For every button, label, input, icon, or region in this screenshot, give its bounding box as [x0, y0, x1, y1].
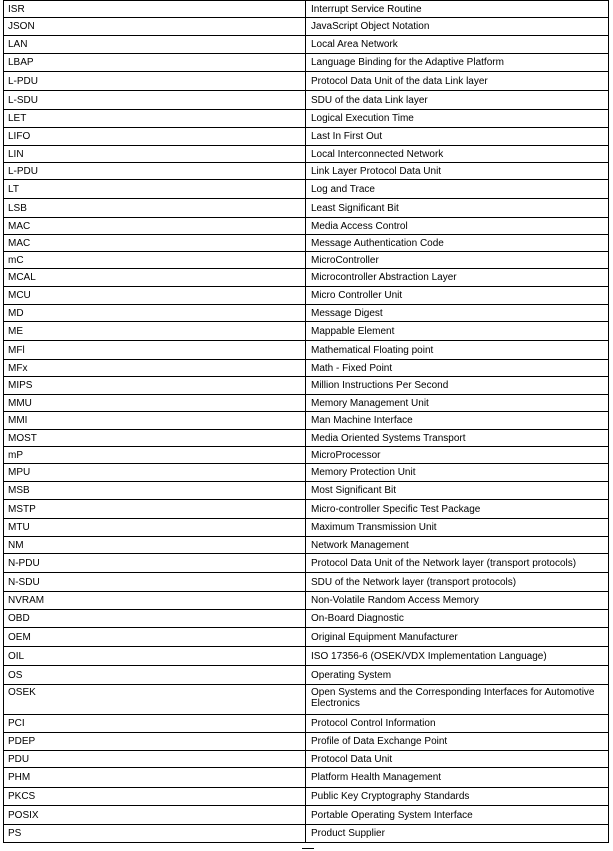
table-row — [4, 482, 609, 500]
abbreviation-cell: OS — [4, 666, 306, 685]
abbreviation-cell: mC — [4, 252, 306, 269]
abbreviation-cell: NVRAM — [4, 592, 306, 610]
table-row — [4, 163, 609, 180]
abbreviation-cell: L-PDU — [4, 163, 306, 180]
meaning-cell: Message Authentication Code — [306, 235, 609, 252]
table-row — [4, 447, 609, 464]
meaning-cell: MicroProcessor — [306, 447, 609, 464]
abbreviation-cell: MIPS — [4, 377, 306, 395]
abbreviation-cell: MPU — [4, 464, 306, 482]
meaning-cell: SDU of the Network layer (transport protocols) — [306, 573, 609, 592]
abbreviation-cell: N-SDU — [4, 573, 306, 592]
meaning-cell: Original Equipment Manufacturer — [306, 628, 609, 647]
abbreviation-cell: NM — [4, 537, 306, 554]
meaning-cell: Non-Volatile Random Access Memory — [306, 592, 609, 610]
abbreviation-cell: MMU — [4, 395, 306, 412]
abbreviation-cell: OEM — [4, 628, 306, 647]
abbreviation-cell: LT — [4, 180, 306, 199]
meaning-cell: Most Significant Bit — [306, 482, 609, 500]
meaning-cell: Protocol Data Unit of the Network layer (transport protocols) — [306, 554, 609, 573]
table-row — [4, 573, 609, 592]
table-row — [4, 235, 609, 252]
table-row — [4, 537, 609, 554]
meaning-cell: Protocol Control Information — [306, 715, 609, 733]
meaning-cell: Million Instructions Per Second — [306, 377, 609, 395]
abbreviation-cell: MMI — [4, 412, 306, 430]
meaning-cell: Link Layer Protocol Data Unit — [306, 163, 609, 180]
table-row — [4, 199, 609, 218]
table-row — [4, 252, 609, 269]
abbreviation-cell: OIL — [4, 647, 306, 666]
abbreviation-cell: LIFO — [4, 128, 306, 146]
table-row — [4, 395, 609, 412]
meaning-cell: Portable Operating System Interface — [306, 806, 609, 825]
abbreviation-cell: LAN — [4, 36, 306, 54]
meaning-cell: Interrupt Service Routine — [306, 1, 609, 18]
abbreviation-cell: MD — [4, 305, 306, 322]
meaning-cell: Last In First Out — [306, 128, 609, 146]
abbreviation-cell: MCU — [4, 287, 306, 305]
meaning-cell: Local Area Network — [306, 36, 609, 54]
meaning-cell: Micro-controller Specific Test Package — [306, 500, 609, 519]
meaning-cell: Mappable Element — [306, 322, 609, 341]
table-row — [4, 666, 609, 685]
table-row — [4, 464, 609, 482]
abbreviation-cell: POSIX — [4, 806, 306, 825]
meaning-cell: Least Significant Bit — [306, 199, 609, 218]
meaning-cell: Language Binding for the Adaptive Platform — [306, 54, 609, 72]
table-row — [4, 554, 609, 573]
abbreviation-cell: L-SDU — [4, 91, 306, 110]
abbreviation-table-body — [4, 1, 609, 843]
abbreviation-cell: MCAL — [4, 269, 306, 287]
table-row — [4, 54, 609, 72]
abbreviation-cell: JSON — [4, 18, 306, 36]
abbreviation-cell: PHM — [4, 768, 306, 788]
table-row — [4, 825, 609, 843]
abbreviation-cell: PKCS — [4, 788, 306, 806]
table-row — [4, 305, 609, 322]
table-row — [4, 500, 609, 519]
meaning-cell: Memory Protection Unit — [306, 464, 609, 482]
meaning-cell: Micro Controller Unit — [306, 287, 609, 305]
table-row — [4, 751, 609, 768]
abbreviation-cell: LBAP — [4, 54, 306, 72]
meaning-cell: Protocol Data Unit — [306, 751, 609, 768]
table-row — [4, 218, 609, 235]
table-row — [4, 806, 609, 825]
table-row — [4, 91, 609, 110]
meaning-cell: Math - Fixed Point — [306, 360, 609, 377]
meaning-cell: Log and Trace — [306, 180, 609, 199]
meaning-cell: Public Key Cryptography Standards — [306, 788, 609, 806]
abbreviation-cell: PCI — [4, 715, 306, 733]
abbreviation-cell: mP — [4, 447, 306, 464]
abbreviation-cell: MAC — [4, 218, 306, 235]
meaning-cell: SDU of the data Link layer — [306, 91, 609, 110]
abbreviation-table — [3, 0, 609, 843]
table-row — [4, 610, 609, 628]
table-row — [4, 110, 609, 128]
table-row — [4, 733, 609, 751]
abbreviation-cell: LET — [4, 110, 306, 128]
meaning-cell: Maximum Transmission Unit — [306, 519, 609, 537]
meaning-cell: Mathematical Floating point — [306, 341, 609, 360]
meaning-cell: ISO 17356-6 (OSEK/VDX Implementation Language) — [306, 647, 609, 666]
meaning-cell: Network Management — [306, 537, 609, 554]
abbreviation-cell: PS — [4, 825, 306, 843]
abbreviation-cell: MAC — [4, 235, 306, 252]
table-row — [4, 685, 609, 715]
table-row — [4, 1, 609, 18]
abbreviation-cell: MSB — [4, 482, 306, 500]
table-row — [4, 412, 609, 430]
meaning-cell: Message Digest — [306, 305, 609, 322]
table-row — [4, 269, 609, 287]
table-row — [4, 322, 609, 341]
table-row — [4, 628, 609, 647]
table-row — [4, 72, 609, 91]
table-row — [4, 128, 609, 146]
meaning-cell: Local Interconnected Network — [306, 146, 609, 163]
table-row — [4, 146, 609, 163]
meaning-cell: Product Supplier — [306, 825, 609, 843]
abbreviation-cell: OBD — [4, 610, 306, 628]
abbreviation-cell: N-PDU — [4, 554, 306, 573]
table-row — [4, 341, 609, 360]
table-row — [4, 36, 609, 54]
table-row — [4, 788, 609, 806]
meaning-cell: Protocol Data Unit of the data Link layer — [306, 72, 609, 91]
meaning-cell: Profile of Data Exchange Point — [306, 733, 609, 751]
meaning-cell: JavaScript Object Notation — [306, 18, 609, 36]
table-row — [4, 18, 609, 36]
table-row — [4, 377, 609, 395]
meaning-cell: Media Oriented Systems Transport — [306, 430, 609, 447]
abbreviation-cell: ISR — [4, 1, 306, 18]
abbreviation-cell: LSB — [4, 199, 306, 218]
abbreviation-cell: MSTP — [4, 500, 306, 519]
meaning-cell: Media Access Control — [306, 218, 609, 235]
abbreviation-cell: MOST — [4, 430, 306, 447]
abbreviation-cell: OSEK — [4, 685, 306, 715]
table-row — [4, 180, 609, 199]
meaning-cell: MicroController — [306, 252, 609, 269]
table-row — [4, 287, 609, 305]
abbreviation-cell: L-PDU — [4, 72, 306, 91]
abbreviation-cell: MFl — [4, 341, 306, 360]
abbreviation-cell: LIN — [4, 146, 306, 163]
table-row — [4, 360, 609, 377]
meaning-cell: Logical Execution Time — [306, 110, 609, 128]
abbreviation-cell: PDEP — [4, 733, 306, 751]
meaning-cell: Memory Management Unit — [306, 395, 609, 412]
abbreviation-cell: MFx — [4, 360, 306, 377]
table-row — [4, 519, 609, 537]
meaning-cell: Man Machine Interface — [306, 412, 609, 430]
meaning-cell: Operating System — [306, 666, 609, 685]
meaning-cell: Microcontroller Abstraction Layer — [306, 269, 609, 287]
table-row — [4, 647, 609, 666]
table-row — [4, 715, 609, 733]
abbreviation-cell: ME — [4, 322, 306, 341]
abbreviation-cell: PDU — [4, 751, 306, 768]
table-row — [4, 430, 609, 447]
table-row — [4, 768, 609, 788]
table-row — [4, 592, 609, 610]
meaning-cell: Platform Health Management — [306, 768, 609, 788]
meaning-cell: On-Board Diagnostic — [306, 610, 609, 628]
page-footer-mark — [302, 848, 314, 849]
meaning-cell: Open Systems and the Corresponding Interfaces for Automotive Electronics — [306, 685, 609, 715]
abbreviation-cell: MTU — [4, 519, 306, 537]
